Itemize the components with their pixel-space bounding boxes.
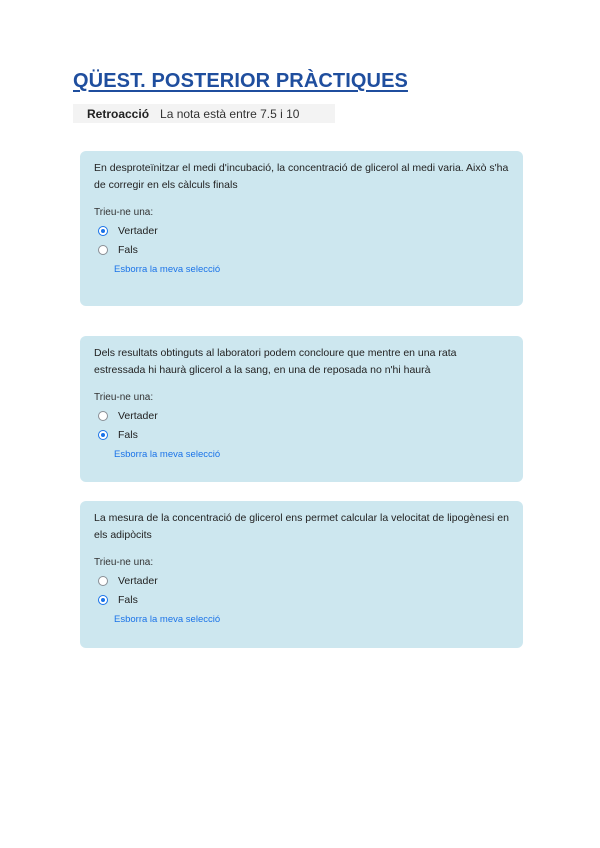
- option-label: Vertader: [118, 410, 158, 422]
- feedback-label: Retroacció: [87, 106, 150, 121]
- radio-button[interactable]: [98, 245, 108, 255]
- option-label: Fals: [118, 244, 138, 256]
- radio-button[interactable]: [98, 226, 108, 236]
- clear-selection-link[interactable]: Esborra la meva selecció: [114, 614, 221, 625]
- option-vertader[interactable]: [94, 575, 510, 587]
- option-fals[interactable]: [94, 244, 510, 256]
- option-label: Fals: [118, 429, 138, 441]
- option-fals[interactable]: [94, 429, 510, 441]
- radio-button[interactable]: [98, 576, 108, 586]
- option-vertader[interactable]: [94, 225, 510, 237]
- radio-button[interactable]: [98, 430, 108, 440]
- question-card-1: [80, 151, 523, 306]
- feedback-value: La nota està entre 7.5 i 10: [160, 106, 300, 121]
- question-text: Dels resultats obtinguts al laboratori podem concloure que mentre en una rata estressada hi haurà glicerol a la sang, en una de reposada no n'hi haurà: [94, 347, 457, 376]
- question-text: La mesura de la concentració de glicerol ens permet calcular la velocitat de lipogènesi en els adipòcits: [94, 512, 509, 541]
- question-card-3: [80, 501, 523, 648]
- clear-selection-link[interactable]: Esborra la meva selecció: [114, 449, 221, 460]
- option-vertader[interactable]: [94, 410, 510, 422]
- option-label: Fals: [118, 594, 138, 606]
- question-card-2: [80, 336, 523, 482]
- radio-button[interactable]: [98, 411, 108, 421]
- clear-selection-link[interactable]: Esborra la meva selecció: [114, 264, 221, 275]
- choose-one-prompt: Trieu-ne una:: [94, 557, 154, 568]
- choose-one-prompt: Trieu-ne una:: [94, 207, 154, 218]
- feedback-bar: [73, 104, 335, 123]
- question-text: En desproteïnitzar el medi d'incubació, la concentració de glicerol al medi varia. Això s'ha de corregir en els càlculs finals: [94, 162, 509, 191]
- choose-one-prompt: Trieu-ne una:: [94, 392, 154, 403]
- page-title: QÜEST. POSTERIOR PRÀCTIQUES: [73, 70, 408, 92]
- radio-button[interactable]: [98, 595, 108, 605]
- option-label: Vertader: [118, 225, 158, 237]
- option-fals[interactable]: [94, 594, 510, 606]
- option-label: Vertader: [118, 575, 158, 587]
